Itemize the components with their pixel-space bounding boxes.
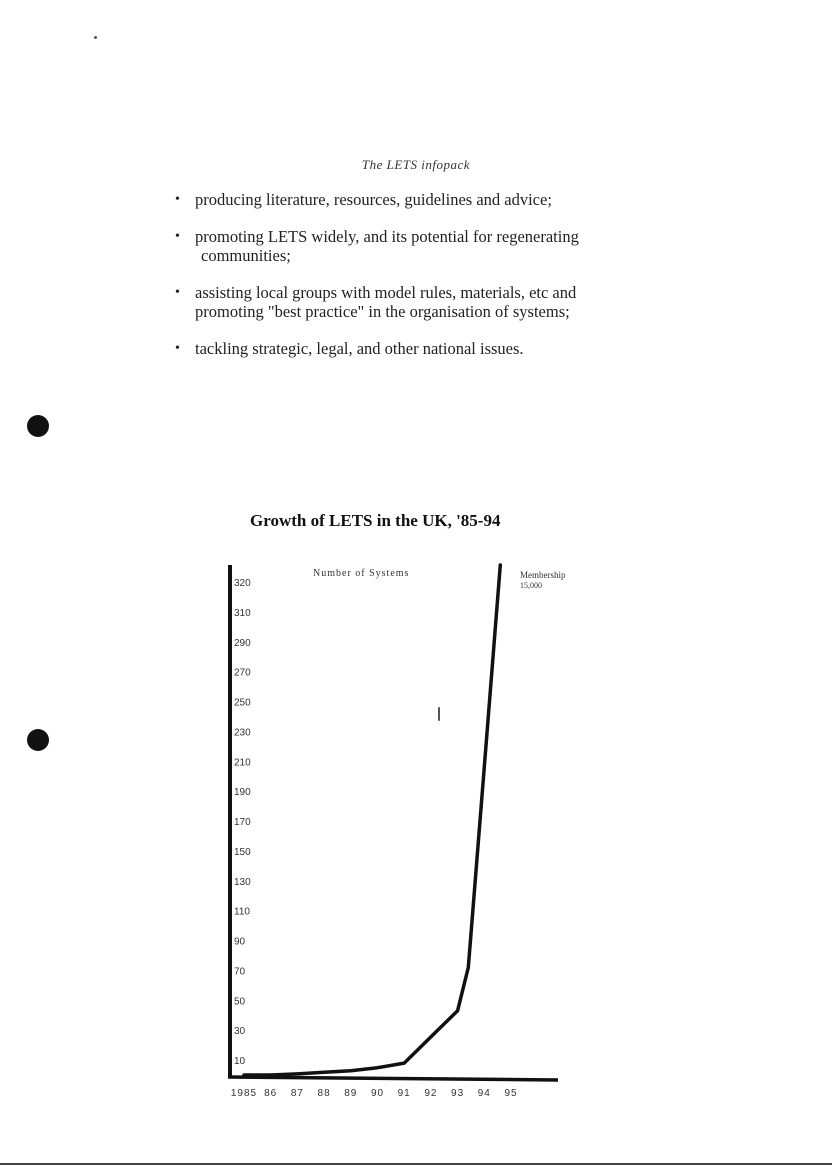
x-axis [228,1077,558,1080]
x-tick-label: 87 [290,1088,304,1099]
bullet-text: tackling strategic, legal, and other national issues. [195,339,524,358]
y-tick-label: 30 [234,1026,246,1038]
y-tick-label: 320 [234,578,251,589]
bullet-dot-icon: • [175,285,180,300]
bullet-text: assisting local groups with model rules, materials, etc and [195,283,577,302]
bullet-dot-icon: • [175,341,180,356]
y-tick-label: 190 [234,787,251,799]
x-tick-label: 92 [424,1088,438,1099]
series-label: Number of Systems [313,568,410,579]
y-tick-label: 150 [234,846,251,858]
x-tick-label: 89 [344,1088,358,1099]
x-tick-label: 86 [264,1088,278,1099]
y-tick-label: 10 [234,1056,246,1067]
y-tick-label: 310 [234,607,251,619]
y-tick-label: 130 [234,876,251,888]
running-head: The LETS infopack [361,157,471,172]
bullet-text: producing literature, resources, guidelines and advice; [195,190,552,209]
page-edge [0,1163,832,1165]
y-tick-label: 270 [234,667,251,679]
y-tick-label: 250 [234,697,251,709]
bullet-text: promoting LETS widely, and its potential for regenerating [195,227,579,246]
y-tick-label: 70 [234,966,246,978]
y-tick-label: 290 [234,637,251,649]
x-tick-label: 1985 [230,1088,258,1099]
bullet-text: promoting "best practice" in the organisation of systems; [195,302,570,321]
bullet-dot-icon: • [175,229,180,244]
x-tick-label: 90 [370,1088,385,1099]
chart-title: Growth of LETS in the UK, '85-94 [250,511,501,530]
y-tick-label: 230 [234,727,251,739]
bullet-dot-icon: • [175,192,180,207]
series-line [244,565,500,1075]
y-tick-label: 170 [234,817,251,828]
y-tick-label: 210 [234,757,251,769]
x-tick-label: 95 [504,1088,518,1099]
annotation-value: 15,000 [520,581,542,590]
x-tick-label: 91 [397,1088,411,1099]
y-tick-label: 90 [234,936,246,948]
y-tick-label: 50 [234,996,246,1008]
annotation-label: Membership [520,570,566,580]
bullet-text: communities; [201,246,291,265]
x-tick-label: 94 [477,1088,491,1099]
x-tick-label: 93 [451,1088,465,1099]
y-tick-label: 110 [234,906,250,918]
x-tick-label: 88 [317,1088,331,1099]
